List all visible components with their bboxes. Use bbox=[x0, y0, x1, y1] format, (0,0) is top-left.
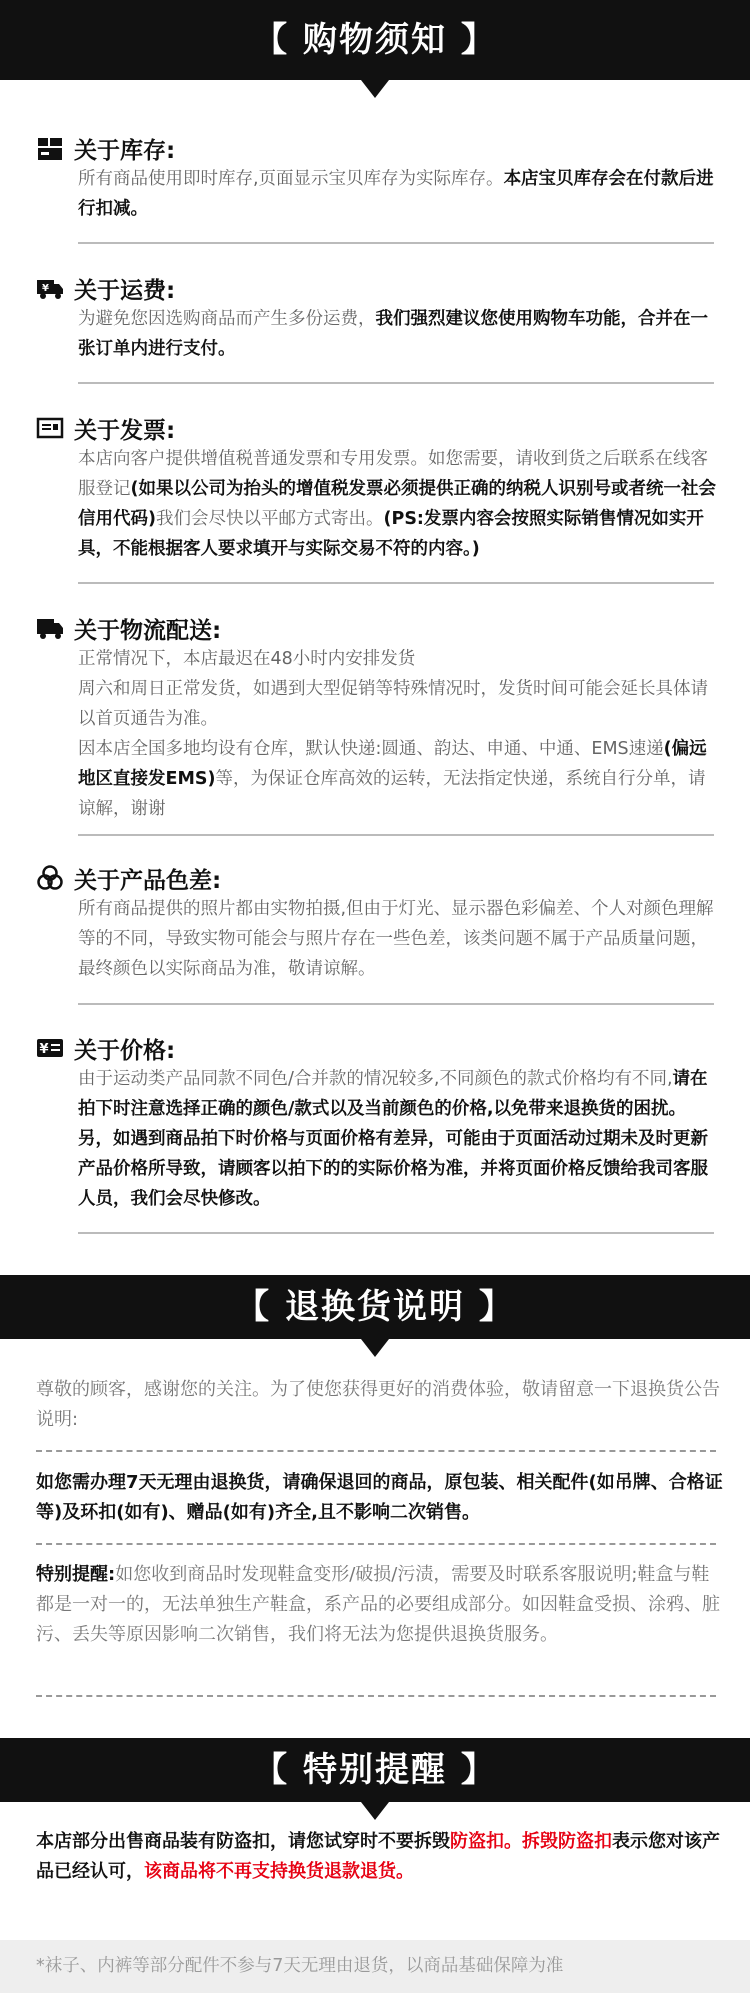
divider bbox=[78, 382, 714, 384]
dashed-divider bbox=[36, 1450, 716, 1452]
section-title: 关于运费: bbox=[74, 277, 176, 304]
special-notice: 本店部分出售商品装有防盗扣，请您试穿时不要拆毁防盗扣。拆毁防盗扣表示您对该产品已经认可，该商品将不再支持换货退款退货。 bbox=[36, 1831, 720, 1882]
section-price: ¥ 关于价格: 由于运动类产品同款不同色/合并款的情况较多,不同颜色的款式价格均有不同,请在拍下时注意选择正确的颜色/款式以及当前颜色的价格,以免带来退换货的困扰。另，如遇到商品拍下时价格与页面价格有差异，可能由于页面活动过期未及时更新产品价格所导致，请顾客以拍下的的实际价格为准，并将页面价格反馈给我司客服人员，我们会尽快修改。 bbox=[36, 1032, 716, 1214]
divider bbox=[78, 1232, 714, 1234]
section-title: 关于价格: bbox=[74, 1037, 176, 1064]
divider bbox=[78, 1003, 714, 1005]
section-title: 关于库存: bbox=[74, 137, 176, 164]
svg-text:¥: ¥ bbox=[42, 283, 49, 294]
divider bbox=[78, 582, 714, 584]
section-shipping-fee: ¥ 关于运费: 为避免您因选购商品而产生多份运费，我们强烈建议您使用购物车功能，合并在一张订单内进行支付。 bbox=[36, 272, 716, 364]
banner-return-policy bbox=[0, 1275, 750, 1339]
divider bbox=[78, 242, 714, 244]
svg-text:¥: ¥ bbox=[39, 1042, 49, 1057]
section-invoice: 关于发票: 本店向客户提供增值税普通发票和专用发票。如您需要，请收到货之后联系在线客服登记(如果以公司为抬头的增值税发票必须提供正确的纳税人识别号或者统一社会信用代码)我们会尽快以平邮方式寄出。(PS:发票内容会按照实际销售情况如实开具，不能根据客人要求填开与实际交易不符的内容。) bbox=[36, 412, 716, 564]
section-logistics: 关于物流配送: 正常情况下，本店最迟在48小时内安排发货 周六和周日正常发货，如遇到大型促销等特殊情况时，发货时间可能会延长具体请以首页通告为准。 因本店全国多地均设有仓库，默认快递:圆通、韵达、申通、中通、EMS速递(偏远地区直接发EMS)等，为保证仓库高效的运转，无法指定快递，系统自行分单，请谅解，谢谢 bbox=[36, 612, 716, 824]
dashed-divider bbox=[36, 1543, 716, 1545]
footer-note: *袜子、内裤等部分配件不参与7天无理由退货，以商品基础保障为准 bbox=[0, 1940, 750, 1993]
section-stock: 关于库存: 所有商品使用即时库存,页面显示宝贝库存为实际库存。本店宝贝库存会在付款后进行扣减。 bbox=[36, 132, 716, 224]
color-circles-icon bbox=[36, 864, 64, 892]
truck-yen-icon bbox=[36, 274, 64, 302]
section-title: 关于物流配送: bbox=[74, 617, 222, 644]
banner-special-reminder bbox=[0, 1738, 750, 1802]
dashed-divider bbox=[36, 1695, 716, 1697]
divider bbox=[78, 834, 714, 836]
banner-title: 【 购物须知 】 bbox=[253, 20, 497, 60]
invoice-icon bbox=[36, 414, 64, 442]
delivery-truck-icon bbox=[36, 614, 64, 642]
banner-title: 【 退换货说明 】 bbox=[235, 1287, 515, 1327]
box-icon bbox=[36, 134, 64, 162]
returns-policy: 如您需办理7天无理由退换货，请确保退回的商品，原包装、相关配件(如吊牌、合格证等)及环扣(如有)、赠品(如有)齐全,且不影响二次销售。 bbox=[36, 1472, 723, 1523]
banner-title: 【 特别提醒 】 bbox=[253, 1750, 497, 1790]
banner-shopping-notice bbox=[0, 0, 750, 80]
returns-reminder: 特别提醒:如您收到商品时发现鞋盒变形/破损/污渍，需要及时联系客服说明;鞋盒与鞋都是一对一的，无法单独生产鞋盒，系产品的必要组成部分。如因鞋盒受损、涂鸦、脏污、丢失等原因影响二次销售，我们将无法为您提供退换货服务。 bbox=[36, 1564, 720, 1645]
section-title: 关于产品色差: bbox=[74, 867, 222, 894]
section-title: 关于发票: bbox=[74, 417, 176, 444]
section-color-difference: 关于产品色差: 所有商品提供的照片都由实物拍摄,但由于灯光、显示器色彩偏差、个人对颜色理解等的不同，导致实物可能会与照片存在一些色差，该类问题不属于产品质量问题，最终颜色以实际商品为准，敬请谅解。 bbox=[36, 862, 716, 984]
price-tag-icon bbox=[36, 1034, 64, 1062]
returns-intro: 尊敬的顾客，感谢您的关注。为了使您获得更好的消费体验，敬请留意一下退换货公告说明: bbox=[36, 1379, 720, 1430]
